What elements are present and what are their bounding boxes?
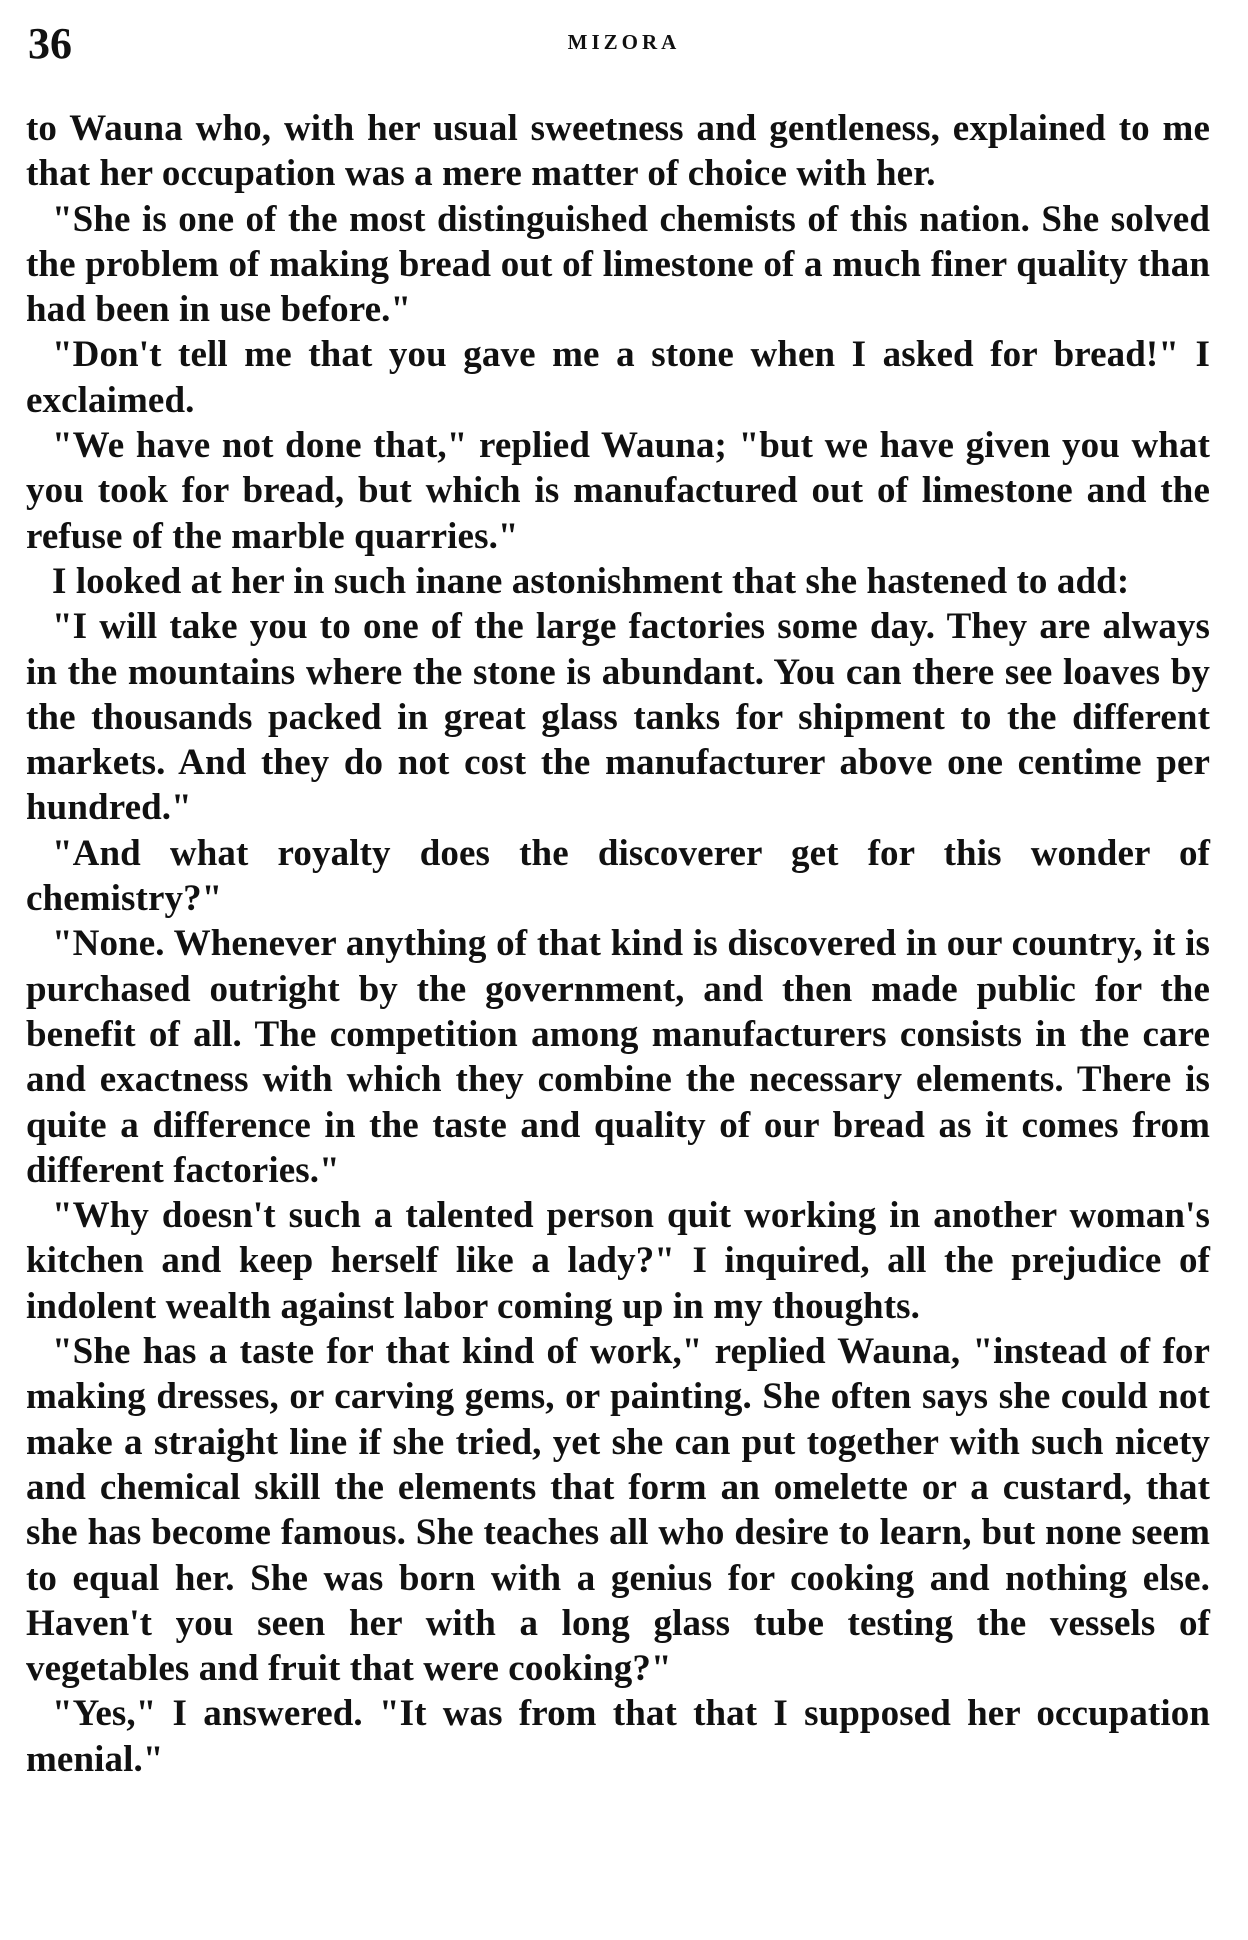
paragraph: "Why doesn't such a talented person quit working in another woman's kitchen and keep herself like a lady?" I inquired, all the prejudice of indolent wealth against labor coming up in my thoughts.	[26, 1195, 1210, 1327]
paragraph: "She is one of the most distinguished chemists of this nation. She solved the problem of making bread out of limestone of a much finer quality than had been in use before."	[26, 198, 1210, 331]
paragraph: "We have not done that," replied Wauna; "but we have given you what you took for bread, but which is manufactured out of limestone and the refuse of the marble quarries."	[26, 425, 1210, 557]
paragraph: "And what royalty does the discoverer get for this wonder of chemistry?"	[26, 832, 1210, 920]
running-head	[28, 14, 1220, 74]
paragraph: to Wauna who, with her usual sweetness and gentleness, explained to me that her occupation was a mere matter of choice with her.	[26, 108, 1210, 195]
page-number: 36	[28, 19, 72, 68]
paragraph: "Don't tell me that you gave me a stone when I asked for bread!" I exclaimed.	[26, 334, 1210, 421]
running-title: MIZORA	[567, 30, 681, 54]
paragraph: I looked at her in such inane astonishment that she hastened to add:	[52, 560, 1130, 602]
paragraph: "Yes," I answered. "It was from that that I supposed her occupation menial."	[26, 1693, 1210, 1780]
paragraph: "None. Whenever anything of that kind is discovered in our country, it is purchased outright by the government, and then made public for the benefit of all. The competition among manufacturers consists in the care and exactness with which they combine the necessary elements. There is quite a difference in the taste and quality of our bread as it comes from different factories."	[26, 923, 1210, 1191]
body-text	[26, 106, 1210, 1782]
paragraph: "She has a taste for that kind of work," replied Wauna, "instead of for making dresses, or carving gems, or painting. She often says she could not make a straight line if she tried, yet she can put together with such nicety and chemical skill the elements that form an omelette or a custard, that she has become famous. She teaches all who desire to learn, but none seem to equal her. She was born with a genius for cooking and nothing else. Haven't you seen her with a long glass tube testing the vessels of vegetables and fruit that were cooking?"	[26, 1331, 1210, 1690]
paragraph: "I will take you to one of the large factories some day. They are always in the mountains where the stone is abundant. You can there see loaves by the thousands packed in great glass tanks for shipment to the different markets. And they do not cost the manufacturer above one centime per hundred."	[26, 606, 1210, 829]
